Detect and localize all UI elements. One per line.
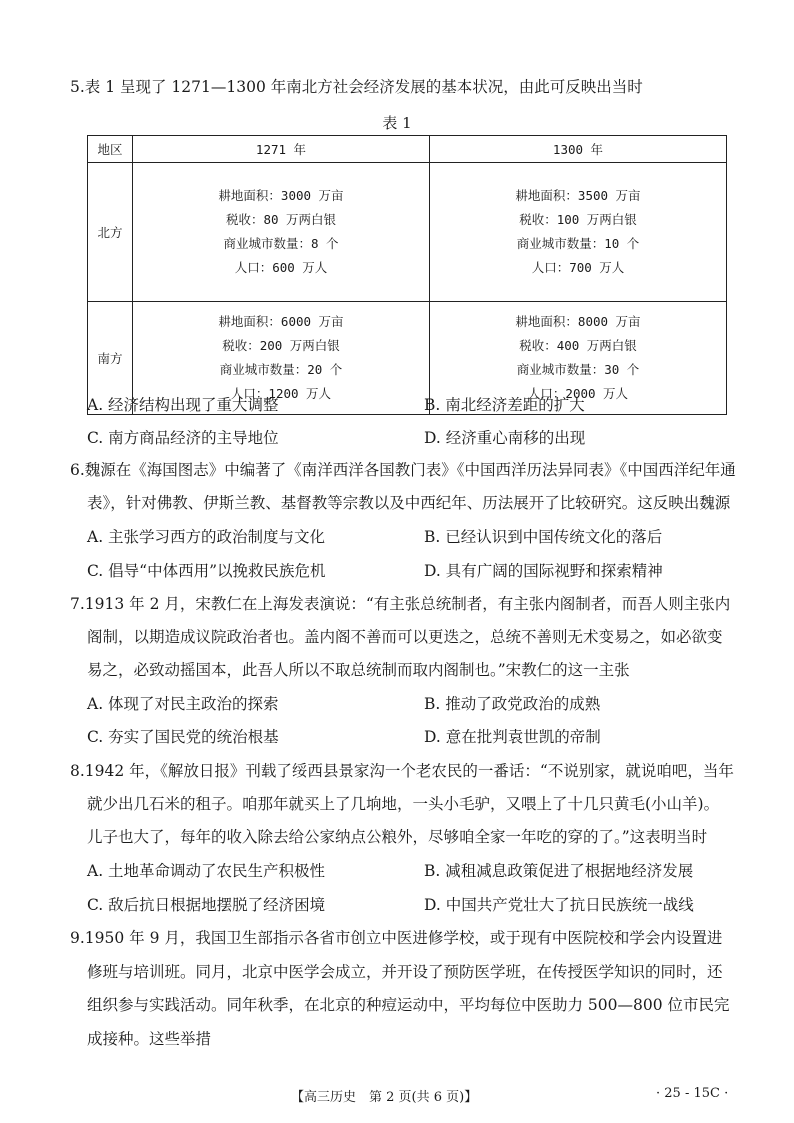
q5-option-a: A. 经济结构出现了重大调整 — [87, 396, 279, 414]
question-7-line-1: 7.1913 年 2 月，宋教仁在上海发表演说：“有主张总统制者，有主张内阁制者，而吾人则主张内 — [70, 595, 731, 613]
q8-option-b: B. 减租减息政策促进了根据地经济发展 — [424, 862, 694, 880]
question-8-line-1: 8.1942 年，《解放日报》刊载了绥西县景家沟一个老农民的一番话：“不说别家，就说咱吧，当年 — [70, 762, 734, 780]
q7-option-b: B. 推动了政党政治的成熟 — [424, 695, 601, 713]
q8-option-d: D. 中国共产党壮大了抗日民族统一战线 — [424, 896, 694, 914]
cell-line: 税收：400 万两白银 — [519, 338, 637, 353]
question-6-line-1: 6.魏源在《海国图志》中编著了《南洋西洋各国教门表》《中国西洋历法异同表》《中国西洋纪年通 — [70, 461, 736, 479]
cell-line: 人口：600 万人 — [234, 260, 328, 275]
q6-option-a: A. 主张学习西方的政治制度与文化 — [87, 528, 326, 546]
cell-line: 人口：1200 万人 — [230, 386, 332, 401]
q7-option-a: A. 体现了对民主政治的探索 — [87, 695, 279, 713]
region-south: 南方 — [88, 302, 133, 415]
cell-line: 税收：100 万两白银 — [519, 212, 637, 227]
question-6-line-2: 表》，针对佛教、伊斯兰教、基督教等宗教以及中西纪年、历法展开了比较研究。这反映出魏源 — [87, 494, 731, 512]
cell-line: 耕地面积：3000 万亩 — [218, 188, 344, 203]
cell-line: 税收：80 万两白银 — [225, 212, 337, 227]
north-1271-cell — [133, 163, 430, 302]
cell-line: 商业城市数量：20 个 — [219, 362, 343, 377]
header-1300: 1300 年 — [430, 136, 727, 163]
q6-option-b: B. 已经认识到中国传统文化的落后 — [424, 528, 663, 546]
question-9-line-1: 9.1950 年 9 月，我国卫生部指示各省市创立中医进修学校，或于现有中医院校和学会内设置进 — [70, 929, 723, 947]
cell-line: 商业城市数量：8 个 — [223, 236, 339, 251]
question-8-line-3: 儿子也大了，每年的收入除去给公家纳点公粮外，尽够咱全家一年吃的穿的了。”这表明当时 — [87, 828, 708, 846]
cell-line: 耕地面积：8000 万亩 — [515, 314, 641, 329]
cell-line: 耕地面积：3500 万亩 — [515, 188, 641, 203]
question-9-line-3: 组织参与实践活动。同年秋季，在北京的种痘运动中，平均每位中医助力 500—800 位市民完 — [87, 996, 730, 1014]
cell-line: 人口：700 万人 — [531, 260, 625, 275]
q7-option-c: C. 夯实了国民党的统治根基 — [87, 728, 279, 746]
header-region: 地区 — [88, 136, 133, 163]
question-9-line-2: 修班与培训班。同月，北京中医学会成立，并开设了预防医学班，在传授医学知识的同时，还 — [87, 963, 723, 981]
question-9-line-4: 成接种。这些举措 — [87, 1030, 212, 1048]
paper-code: · 25 - 15C · — [656, 1086, 729, 1101]
north-1300-cell — [430, 163, 727, 302]
q8-option-c: C. 敌后抗日根据地摆脱了经济困境 — [87, 896, 326, 914]
q5-option-c: C. 南方商品经济的主导地位 — [87, 429, 279, 447]
region-north: 北方 — [88, 163, 133, 302]
q5-option-b: B. 南北经济差距的扩大 — [424, 396, 585, 414]
cell-line: 耕地面积：6000 万亩 — [218, 314, 344, 329]
header-1271: 1271 年 — [133, 136, 430, 163]
table-header-row — [88, 136, 727, 163]
q6-option-d: D. 具有广阔的国际视野和探索精神 — [424, 562, 663, 580]
q7-option-d: D. 意在批判袁世凯的帝制 — [424, 728, 601, 746]
cell-line: 税收：200 万两白银 — [222, 338, 340, 353]
q6-option-c: C. 倡导“中体西用”以挽救民族危机 — [87, 562, 326, 580]
table-row-north — [88, 163, 727, 302]
page-footer: 【高三历史 第 2 页(共 6 页)】 — [291, 1090, 478, 1105]
q5-option-d: D. 经济重心南移的出现 — [424, 429, 586, 447]
cell-line: 人口：2000 万人 — [527, 386, 629, 401]
question-5-stem: 5.表 1 呈现了 1271—1300 年南北方社会经济发展的基本状况，由此可反映出当时 — [70, 78, 643, 96]
data-table — [87, 135, 727, 415]
cell-line: 商业城市数量：10 个 — [516, 236, 640, 251]
question-7-line-3: 易之，必致动摇国本，此吾人所以不取总统制而取内阁制也。”宋教仁的这一主张 — [87, 661, 630, 679]
question-8-line-2: 就少出几石米的租子。咱那年就买上了几垧地，一头小毛驴，又喂上了十几只黄毛(小山羊)。 — [87, 795, 720, 813]
q8-option-a: A. 土地革命调动了农民生产积极性 — [87, 862, 326, 880]
table-caption: 表 1 — [382, 114, 412, 132]
cell-line: 商业城市数量：30 个 — [516, 362, 640, 377]
question-7-line-2: 阁制，以期造成议院政治者也。盖内阁不善而可以更迭之，总统不善则无术变易之，如必欲变 — [87, 628, 723, 646]
